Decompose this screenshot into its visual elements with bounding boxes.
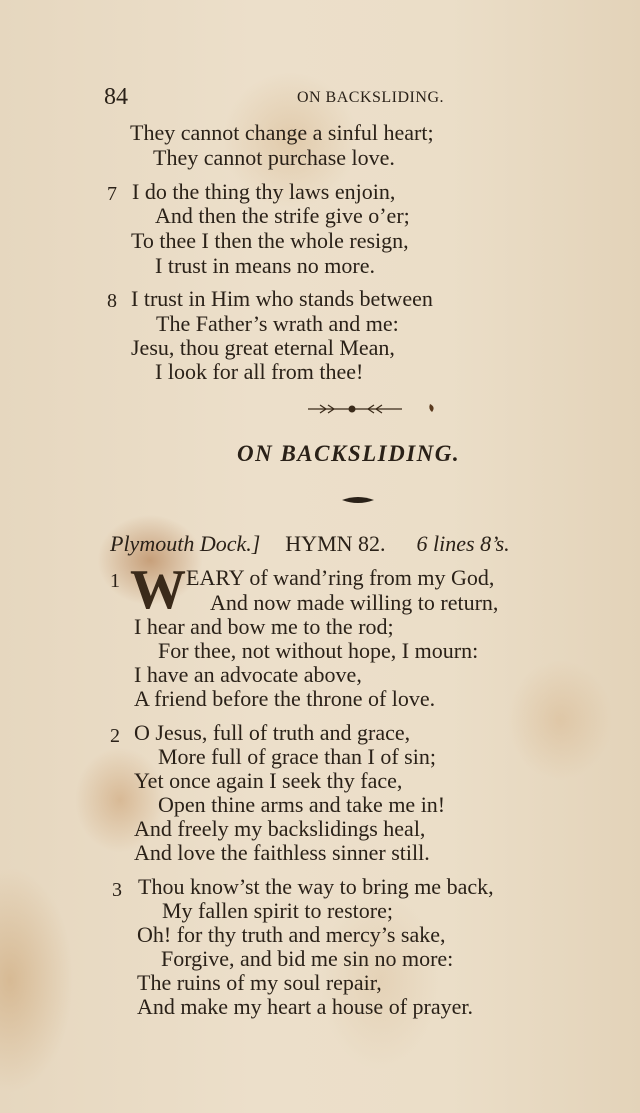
verse-number: 2 [110,725,120,747]
verse-line: And now made willing to return, [210,590,499,615]
verse-number: 7 [107,183,117,205]
verse-line: Open thine arms and take me in! [158,792,446,817]
verse-line: They cannot change a sinful heart; [130,120,434,145]
verse-line: A friend before the throne of love. [134,686,436,711]
verse-line: Oh! for thy truth and mercy’s sake, [137,922,446,947]
verse-line: EARY of wand’ring from my God, [186,565,495,590]
verse-line: And make my heart a house of prayer. [137,994,473,1019]
verse-line: My fallen spirit to restore; [162,898,393,923]
verse-line: Forgive, and bid me sin no more: [161,946,454,971]
verse-line: For thee, not without hope, I mourn: [158,638,479,663]
verse-line: The ruins of my soul repair, [137,970,382,995]
verse-line: To thee I then the whole resign, [131,228,409,253]
hymn-label: HYMN 82. [285,531,386,556]
verse-number: 3 [112,879,122,901]
page-number: 84 [104,84,128,110]
verse-line: The Father’s wrath and me: [156,311,399,336]
verse-line: And then the strife give o’er; [155,203,410,228]
verse-line: More full of grace than I of sin; [158,744,436,769]
verse-line: Jesu, thou great eternal Mean, [131,335,395,360]
verse-line: I trust in Him who stands between [131,286,433,311]
verse-line: I look for all from thee! [155,359,364,384]
verse-number: 1 [110,570,120,592]
hymn-tune: Plymouth Dock.] [110,531,261,556]
verse-line: They cannot purchase love. [153,145,395,170]
verse-line: I hear and bow me to the rod; [134,614,394,639]
page-header [104,84,444,110]
section-title: ON BACKSLIDING. [237,441,461,466]
hymn-meter: 6 lines 8’s. [416,531,510,556]
running-head: ON BACKSLIDING. [296,89,444,106]
verse-line: Yet once again I seek thy face, [134,768,403,793]
verse-line: I have an advocate above, [134,662,362,687]
verse-line: I trust in means no more. [155,253,375,278]
dash-ornament-icon [340,494,376,506]
hymn-heading [110,531,510,557]
ornament-divider-icon [306,398,436,420]
verse-number: 8 [107,290,117,312]
drop-cap: W [130,559,186,621]
verse-line: And love the faithless sinner still. [134,840,430,865]
verse-line: And freely my backslidings heal, [134,816,426,841]
verse-line: I do the thing thy laws enjoin, [132,179,396,204]
verse-line: O Jesus, full of truth and grace, [134,720,411,745]
verse-line: Thou know’st the way to bring me back, [138,874,494,899]
